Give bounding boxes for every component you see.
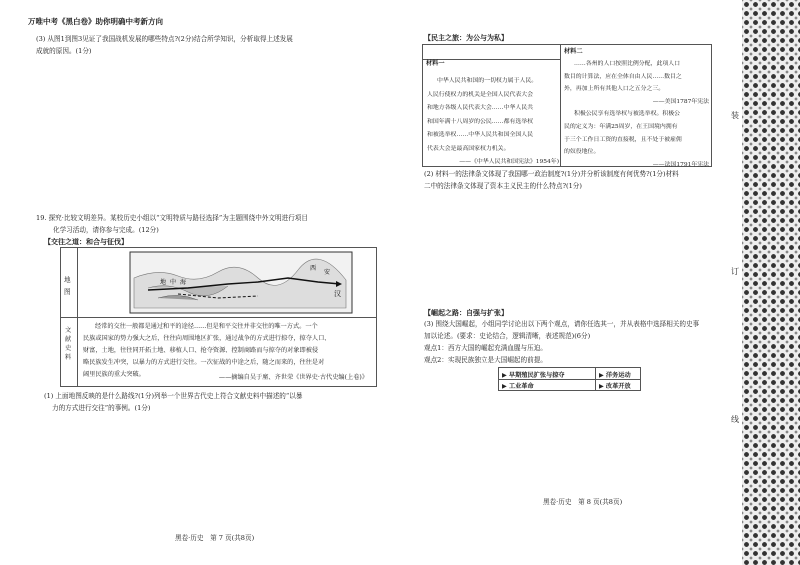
literature-text: 经常的交往一般都是通过和平的途径……但是和平交往并非交往的唯一方式。一个 民族或国家的势力强大之后，往往向周围地区扩张，通过战争的方式进行掠夺，掠夺人口、 财富，土地，往往同开拓土地、移植人口、抢夺资源、控制商路而与掠夺的对象即被侵 略民族发生冲突，以暴力的方式进行交往。一次征战的中途之后，随之而来的，往往是对 阔里民族的重大突破。 xyxy=(83,323,331,378)
question-19-1: (1) 上面地图反映的是什么路线?(1分)列举一个世界古代史上符合文献史料中描述的“以暴 力的方式进行交往”的事例。(1分) xyxy=(44,392,303,412)
binding-pattern xyxy=(742,0,800,565)
route-map xyxy=(78,248,376,318)
material-2-title: 材料二 xyxy=(564,48,583,55)
page-header: 万唯中考《黑白卷》助你明确中考新方向 xyxy=(28,17,163,26)
map-place: 中 xyxy=(170,279,177,286)
binding-char: 装 xyxy=(731,111,739,120)
binding-char: 线 xyxy=(731,415,739,424)
map-place: 汉 xyxy=(334,290,341,298)
section-title-democracy: 【民主之旅：为公与为私】 xyxy=(424,34,508,42)
footer-page-8: 黑卷·历史 第 8 页(共8页) xyxy=(543,498,623,506)
literature-label: 文献史料 xyxy=(65,327,72,361)
map-place: 西 xyxy=(310,265,317,272)
footer-page-7: 黑卷·历史 第 7 页(共8页) xyxy=(175,534,255,542)
exchange-table xyxy=(60,247,377,387)
material-2-text: ……各州的人口按照比例分配，此项人口 数目的计算法，应在全体自由人民……数目之 外，再加上所有其他人口之五分之三。 ——美国1787年宪法 积极公民享有选举权与被选举权。积极公 民的定义为：年满25周岁，在王国境内拥有 于三个工作日工资的直接税，且不处于被雇佣 的奴役地位。 ——法国1791年宪法 xyxy=(564,61,709,168)
material-1-text: 中华人民共和国的一切权力属于人民。 人民行使权力的机关是全国人民代表大会 和地方各级人民代表大会……中华人民共 和国年满十八周岁的公民……都有选举权 和被选举权……中华人民共和国全国人民 代表大会是最高国家权力机关。 ——《中华人民共和国宪法》1954年) xyxy=(427,78,559,165)
question-19: 19. 探究·比较文明差异。某校历史小组以“文明特质与路径选择”为主题围绕中外文明进行项目 化学习活动，请你参与完成。(12分) xyxy=(36,214,308,234)
map-place: 海 xyxy=(180,279,187,286)
events-table xyxy=(498,367,641,391)
question-19-3: (3) 围绕大国崛起，小组同学讨论出以下两个观点，请你任选其一，并从表格中选择相关的史事 加以论述。(要求：史论结合，逻辑清晰，表述规范)(6分) 观点1：西方大国的崛起充满血腥与压迫。 观点2：实现民族独立是大国崛起的前提。 xyxy=(424,320,700,364)
question-3: (3) 从图1到图3见证了我国战机发展的哪些特点?(2分)结合所学知识，分析取得上述发展 成就的原因。(1分) xyxy=(36,35,293,55)
section-title-exchange: 【交往之道：和合与征伐】 xyxy=(44,238,128,246)
table-cell: ▶ 早期殖民扩张与掠夺 xyxy=(502,372,565,379)
table-cell: ▶ 改革开放 xyxy=(599,383,631,390)
binding-char: 订 xyxy=(731,267,739,276)
section-title-rise: 【崛起之路：自强与扩张】 xyxy=(424,309,508,317)
materials-table xyxy=(422,44,712,167)
map-label: 地图 xyxy=(64,276,71,296)
table-cell: ▶ 洋务运动 xyxy=(599,372,631,379)
map-place: 地 xyxy=(160,279,167,286)
table-cell: ▶ 工业革命 xyxy=(502,383,534,390)
literature-source: ——摘编自吴于廑、齐世荣《世界史·古代史编(上卷)》 xyxy=(218,374,368,381)
map-place: 安 xyxy=(324,269,331,276)
route-map-svg xyxy=(78,248,376,317)
material-1-title: 材料一 xyxy=(426,60,445,67)
question-19-2: (2) 材料一的法律条文体现了我国哪一政治制度?(1分)并分析该制度有何优势?(1分)材料 二中的法律条文体现了资本主义民主的什么特点?(1分) xyxy=(424,170,679,190)
